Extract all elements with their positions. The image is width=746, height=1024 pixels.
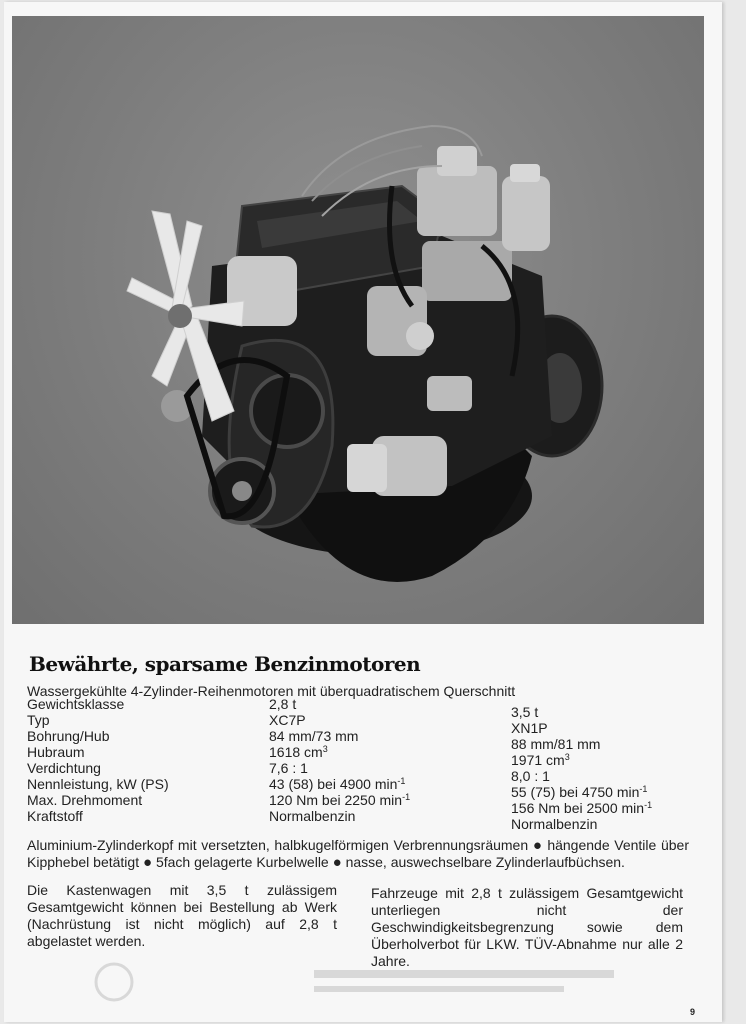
bullet-icon: ● [532, 837, 543, 854]
spec-value-2-8t: Normalbenzin [269, 808, 356, 824]
spec-value-3-5t: 1971 $cm^3$ [511, 752, 570, 768]
engine-subtitle: Wassergekühlte 4-Zylinder-Reihenmotoren mit überquadratischem Querschnitt [27, 683, 516, 699]
spec-label: Bohrung/Hub [27, 728, 110, 744]
page-number: 9 [690, 1007, 696, 1017]
spec-value-3-5t: 156 Nm bei 2500 $\min^{-1}$ [511, 800, 653, 816]
bullet-icon: ● [332, 854, 342, 871]
spec-value-2-8t: 84 mm/73 mm [269, 728, 359, 744]
spec-value-3-5t: Normalbenzin [511, 816, 598, 832]
note-left-column: Die Kastenwagen mit 3,5 t zulässigem Gesamtgewicht können bei Bestellung ab Werk (Nachrüstung ist nicht möglich) auf 2,8 t abgelastet werden. [27, 882, 337, 949]
spec-value-2-8t: 7,6 : 1 [269, 760, 308, 776]
spec-label: Nennleistung, kW (PS) [27, 776, 169, 792]
engine-photo [12, 16, 704, 624]
show-through-print [34, 962, 684, 1002]
spec-value-3-5t: 88 mm/81 mm [511, 736, 601, 752]
spec-value-3-5t: 55 (75) bei 4750 $\min^{-1}$ [511, 784, 648, 800]
feature-paragraph: Aluminium-Zylinderkopf mit versetzten, halbkugelförmigen Verbrennungsräumen ● hängende Ventile über Kipphebel betätigt ● 5fach gelagerte Kurbelwelle ● nasse, auswechselbare Zylinderlaufbüchsen. [27, 837, 690, 871]
spec-label: Verdichtung [27, 760, 101, 776]
spec-label: Typ [27, 712, 50, 728]
note-right-column: Fahrzeuge mit 2,8 t zulässigem Gesamtgewicht unterliegen nicht der Geschwindigkeitsbegrenzung sowie dem Überholverbot für LKW. TÜV-Abnahme nur alle 2 Jahre. [371, 885, 683, 969]
spec-label: Kraftstoff [27, 808, 83, 824]
spec-value-2-8t: 43 (58) bei 4900 $\min^{-1}$ [269, 776, 406, 792]
bullet-icon: ● [142, 854, 153, 871]
page-title: Bewährte, sparsame Benzinmotoren [29, 652, 421, 676]
spec-value-2-8t: 2,8 t [269, 696, 297, 712]
spec-value-3-5t: 8,0 : 1 [511, 768, 550, 784]
spec-row-kraftstoff [27, 808, 707, 832]
spec-value-2-8t: XC7P [269, 712, 306, 728]
spec-value-3-5t: 3,5 t [511, 704, 539, 720]
spec-label: Hubraum [27, 744, 85, 760]
spec-table [27, 696, 707, 832]
spec-label: Max. Drehmoment [27, 792, 143, 808]
spec-value-3-5t: XN1P [511, 720, 548, 736]
engine-illustration [12, 16, 704, 624]
spec-label: Gewichtsklasse [27, 696, 125, 712]
spec-value-2-8t: 1618 $cm^3$ [269, 744, 328, 760]
spec-value-2-8t: 120 Nm bei 2250 $\min^{-1}$ [269, 792, 411, 808]
brochure-page [4, 2, 722, 1022]
